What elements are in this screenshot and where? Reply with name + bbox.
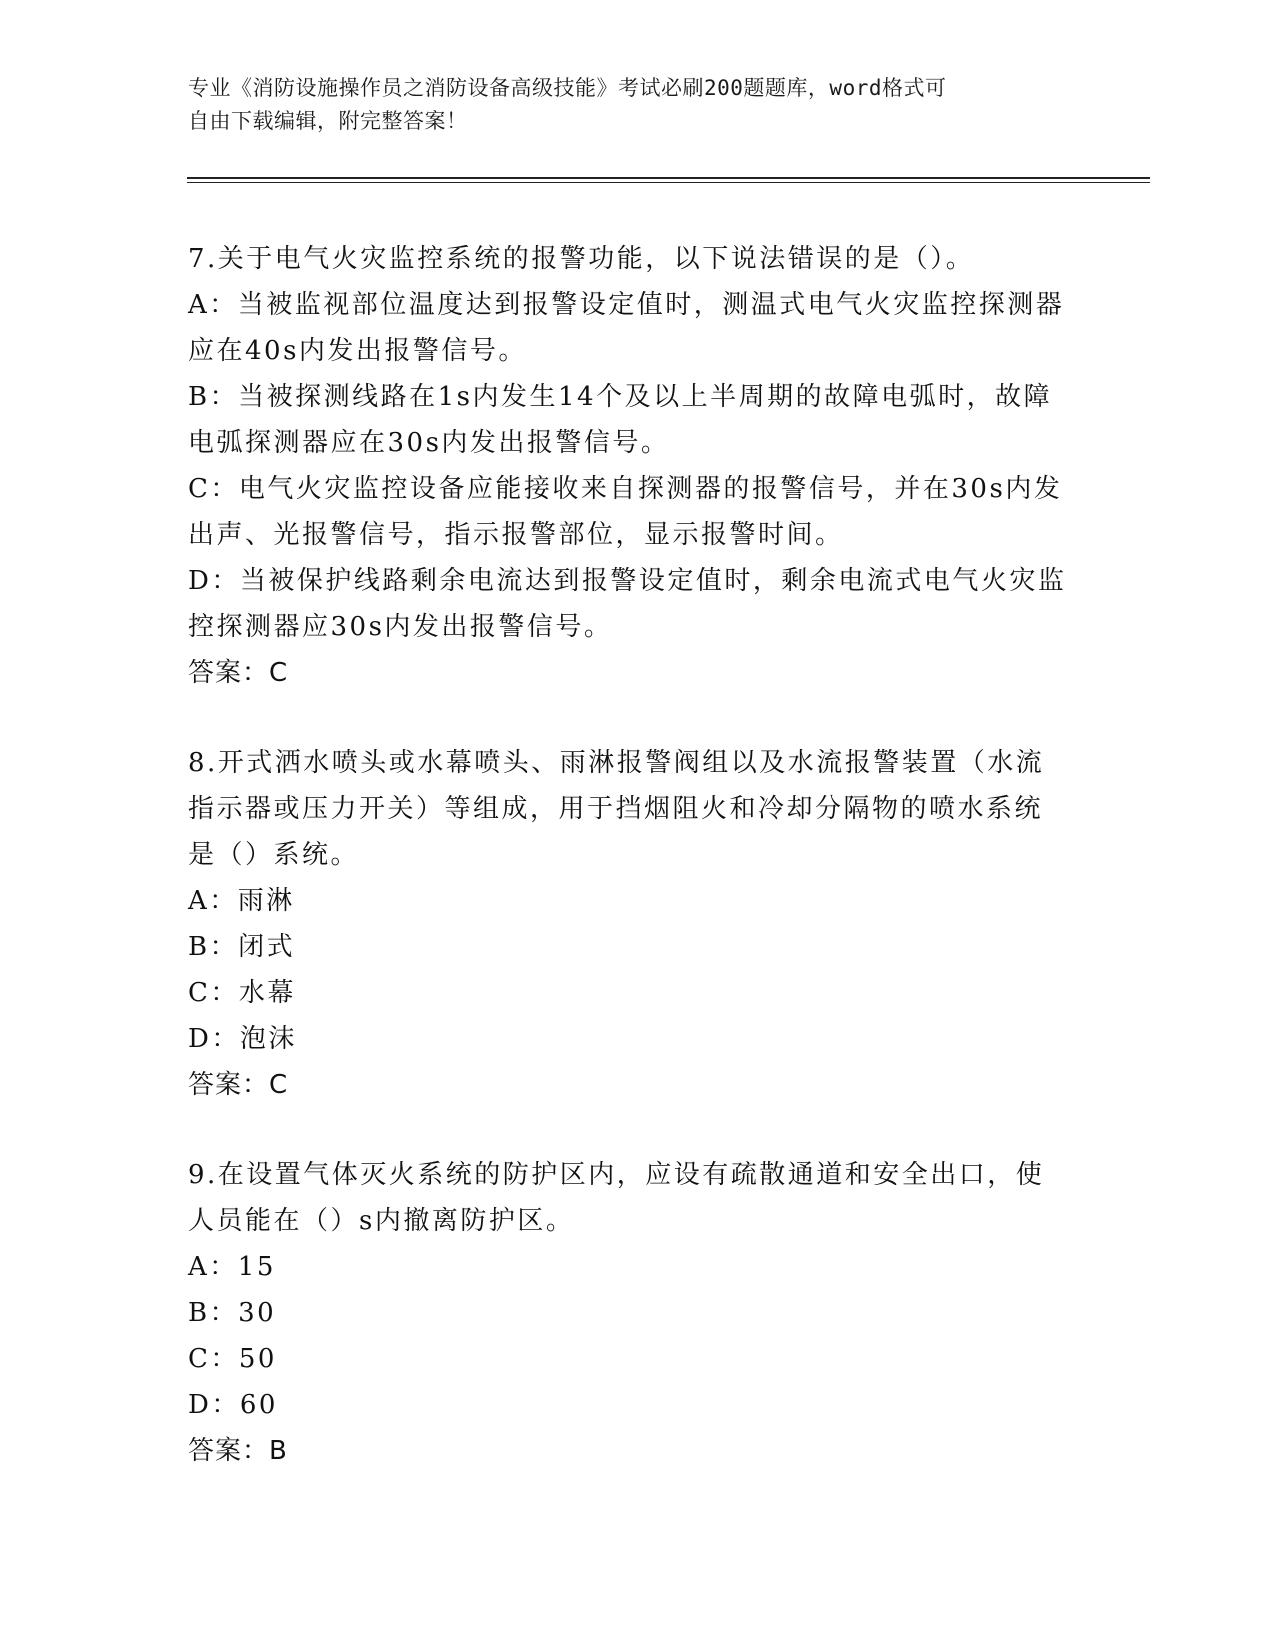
option-a-continued: 应在40s内发出报警信号。: [188, 336, 527, 366]
question-stem: 7.关于电气火灾监控系统的报警功能，以下说法错误的是（）。: [188, 244, 975, 274]
option-c: C：水幕: [188, 978, 296, 1008]
question-stem: 9.在设置气体灭火系统的防护区内，应设有疏散通道和安全出口，使: [188, 1160, 1045, 1190]
option-d: D：当被保护线路剩余电流达到报警设定值时，剩余电流式电气火灾监: [188, 566, 1067, 596]
answer-label: 答案：C: [188, 1070, 289, 1100]
option-d-continued: 控探测器应30s内发出报警信号。: [188, 612, 613, 642]
option-b: B：当被探测线路在1s内发生14个及以上半周期的故障电弧时，故障: [188, 382, 1053, 412]
question-stem-continued: 人员能在（）s内撤离防护区。: [188, 1206, 575, 1236]
option-b-continued: 电弧探测器应在30s内发出报警信号。: [188, 428, 670, 458]
option-d: D：泡沫: [188, 1024, 297, 1054]
option-c: C：50: [188, 1344, 277, 1374]
option-c-continued: 出声、光报警信号，指示报警部位，显示报警时间。: [188, 520, 844, 550]
question-stem-continued: 指示器或压力开关）等组成，用于挡烟阻火和冷却分隔物的喷水系统: [188, 794, 1044, 824]
option-b: B：闭式: [188, 932, 296, 962]
header-divider: [187, 177, 1150, 183]
answer-label: 答案：C: [188, 658, 289, 688]
option-a: A：15: [188, 1252, 276, 1282]
question-9: [188, 1152, 1088, 1474]
option-a: A：雨淋: [188, 886, 295, 916]
question-8: [188, 740, 1088, 1108]
header-line-1: 专业《消防设施操作员之消防设备高级技能》考试必刷200题题库，word格式可: [188, 76, 947, 100]
question-7: [188, 236, 1088, 696]
header-line-2: 自由下载编辑，附完整答案！: [188, 109, 468, 133]
option-d: D：60: [188, 1390, 278, 1420]
option-b: B：30: [188, 1298, 277, 1328]
document-header: [188, 72, 1088, 138]
question-stem: 8.开式洒水喷头或水幕喷头、雨淋报警阀组以及水流报警装置（水流: [188, 748, 1045, 778]
question-list: [188, 236, 1088, 1518]
question-stem-continued: 是（）系统。: [188, 840, 360, 870]
option-c: C：电气火灾监控设备应能接收来自探测器的报警信号，并在30s内发: [188, 474, 1063, 504]
option-a: A：当被监视部位温度达到报警设定值时，测温式电气火灾监控探测器: [188, 290, 1065, 320]
answer-label: 答案：B: [188, 1436, 288, 1466]
